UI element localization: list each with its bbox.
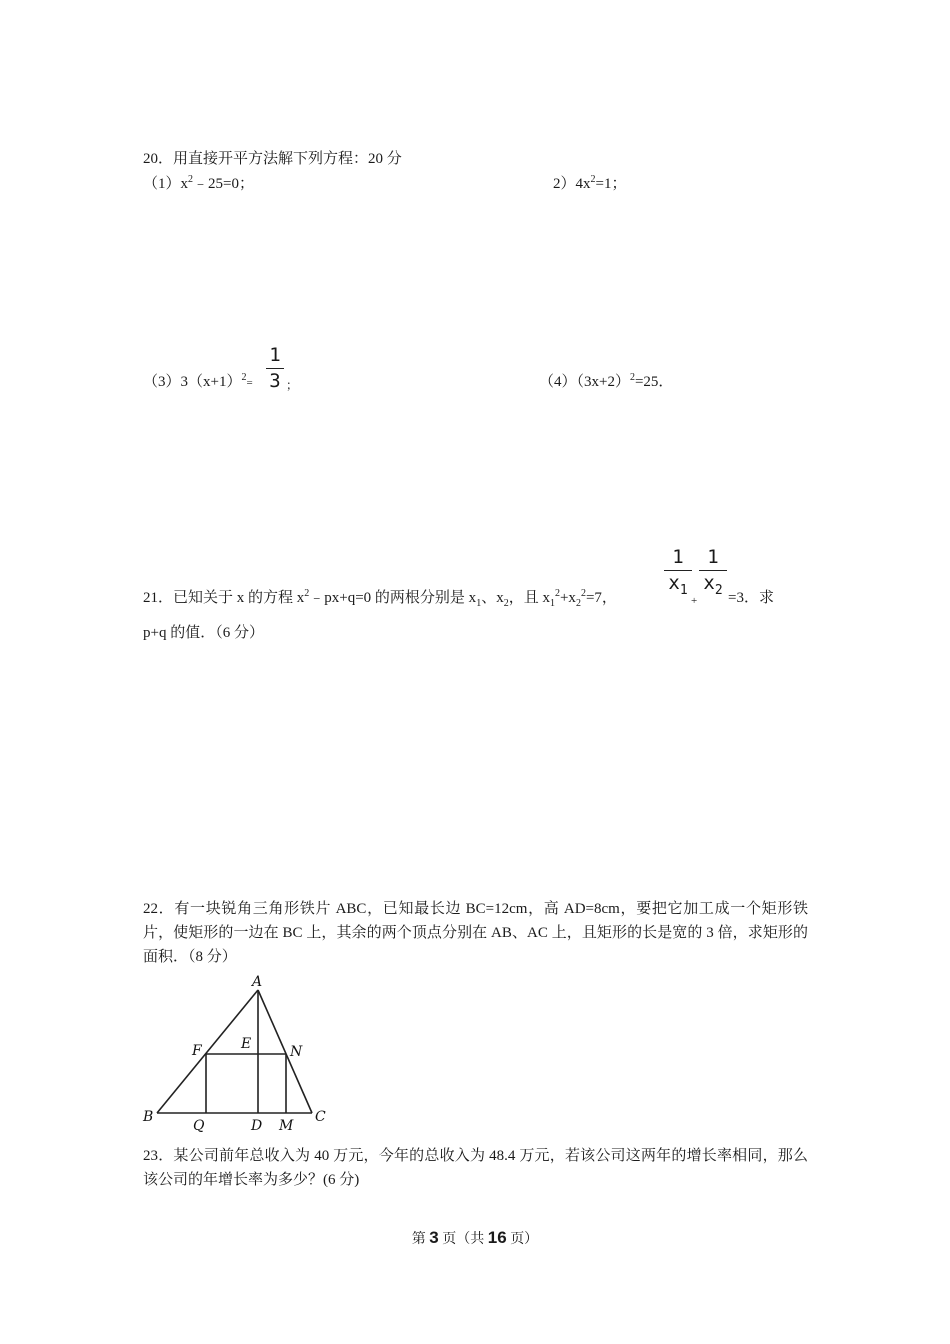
fraction-bar <box>266 368 284 369</box>
q22-text: 22．有一块锐角三角形铁片 ABC，已知最长边 BC=12cm，高 AD=8cm，要把它加工成一个矩形铁片，使矩形的一边在 BC 上，其余的两个顶点分别在 AB、AC 上，且矩形的长是宽的 3 倍，求矩形的面积．（8 分） <box>143 901 808 965</box>
q20-part3-semicolon: ； <box>286 378 299 392</box>
q23-text: 23．某公司前年总收入为 40 万元，今年的总收入为 48.4 万元，若该公司这两年的增长率相同，那么该公司的年增长率为多少？(6 分) <box>143 1148 808 1188</box>
q20-title: 20．用直接开平方法解下列方程：20 分 <box>143 151 402 167</box>
denominator-variable: x <box>703 572 715 594</box>
q20-part1 <box>143 174 254 192</box>
subscript: 2 <box>503 598 509 609</box>
q21-text: =7， <box>585 590 617 606</box>
label-a: A <box>252 974 263 990</box>
footer-text: 页（共 <box>438 1232 488 1247</box>
label-q: Q <box>193 1118 205 1134</box>
q20-part3-fraction <box>266 346 284 391</box>
subscript: 2 <box>714 582 723 598</box>
page-footer <box>0 1228 950 1248</box>
q21-text: +x <box>559 590 576 606</box>
q21-text: ，且 x <box>508 590 550 606</box>
subscript: 2 <box>575 598 581 609</box>
q20-part2-rest: =1； <box>595 176 627 192</box>
equals-sign: = <box>246 377 253 389</box>
exponent: 2 <box>629 372 635 383</box>
q20-part1-rest: ﹣25=0； <box>193 176 254 192</box>
subscript: 1 <box>476 598 482 609</box>
q20-part4-rest: =25． <box>634 374 674 390</box>
q21-line1 <box>143 588 617 609</box>
exponent: 2 <box>590 174 596 185</box>
label-n: N <box>290 1044 303 1060</box>
label-c: C <box>315 1109 326 1125</box>
label-e: E <box>241 1036 252 1052</box>
q20-part4 <box>539 372 674 390</box>
fraction-denominator: 3 <box>269 370 281 392</box>
q21-plus: + <box>691 595 698 607</box>
side-ac <box>258 990 312 1113</box>
subscript: 1 <box>679 582 688 598</box>
label-d: D <box>251 1118 263 1134</box>
exponent: 2 <box>241 372 247 383</box>
exponent: 2 <box>580 588 586 599</box>
fraction-bar <box>664 570 692 571</box>
page-number: 3 <box>429 1228 439 1247</box>
total-pages: 16 <box>487 1228 507 1247</box>
fraction-numerator: 1 <box>269 344 281 366</box>
q20-part2-text: 2）4x <box>553 176 591 192</box>
fraction-bar <box>699 570 727 571</box>
label-b: B <box>143 1109 154 1125</box>
q21-text: 21．已知关于 x 的方程 x <box>143 590 305 606</box>
q20-part1-text: （1）x <box>143 176 189 192</box>
label-f: F <box>192 1043 202 1059</box>
subscript: 1 <box>549 598 555 609</box>
fraction-numerator: 1 <box>707 546 719 568</box>
q20-part3-text: （3）3（x+1） <box>143 374 242 390</box>
exponent: 2 <box>554 588 560 599</box>
q20-part4-text: （4）（3x+2） <box>539 374 630 390</box>
q21-line2: p+q 的值．（6 分） <box>143 625 264 641</box>
exponent: 2 <box>188 174 194 185</box>
label-m: M <box>279 1118 294 1134</box>
footer-text: 页） <box>506 1232 539 1247</box>
fraction-numerator: 1 <box>672 546 684 568</box>
denominator-variable: x <box>668 572 680 594</box>
q21-text: 、x <box>481 590 504 606</box>
q20-part2 <box>553 174 627 192</box>
exponent: 2 <box>304 588 310 599</box>
q21-text: ﹣px+q=0 的两根分别是 x <box>309 590 477 606</box>
fraction-denominator <box>699 572 727 598</box>
q21-line1-end: =3．求 <box>728 590 774 606</box>
footer-text: 第 <box>411 1232 430 1247</box>
q21-fraction-1 <box>664 546 692 598</box>
q20-part3 <box>143 372 253 390</box>
fraction-denominator <box>664 572 692 598</box>
q21-fraction-2 <box>699 546 727 598</box>
triangle-figure <box>140 972 340 1137</box>
